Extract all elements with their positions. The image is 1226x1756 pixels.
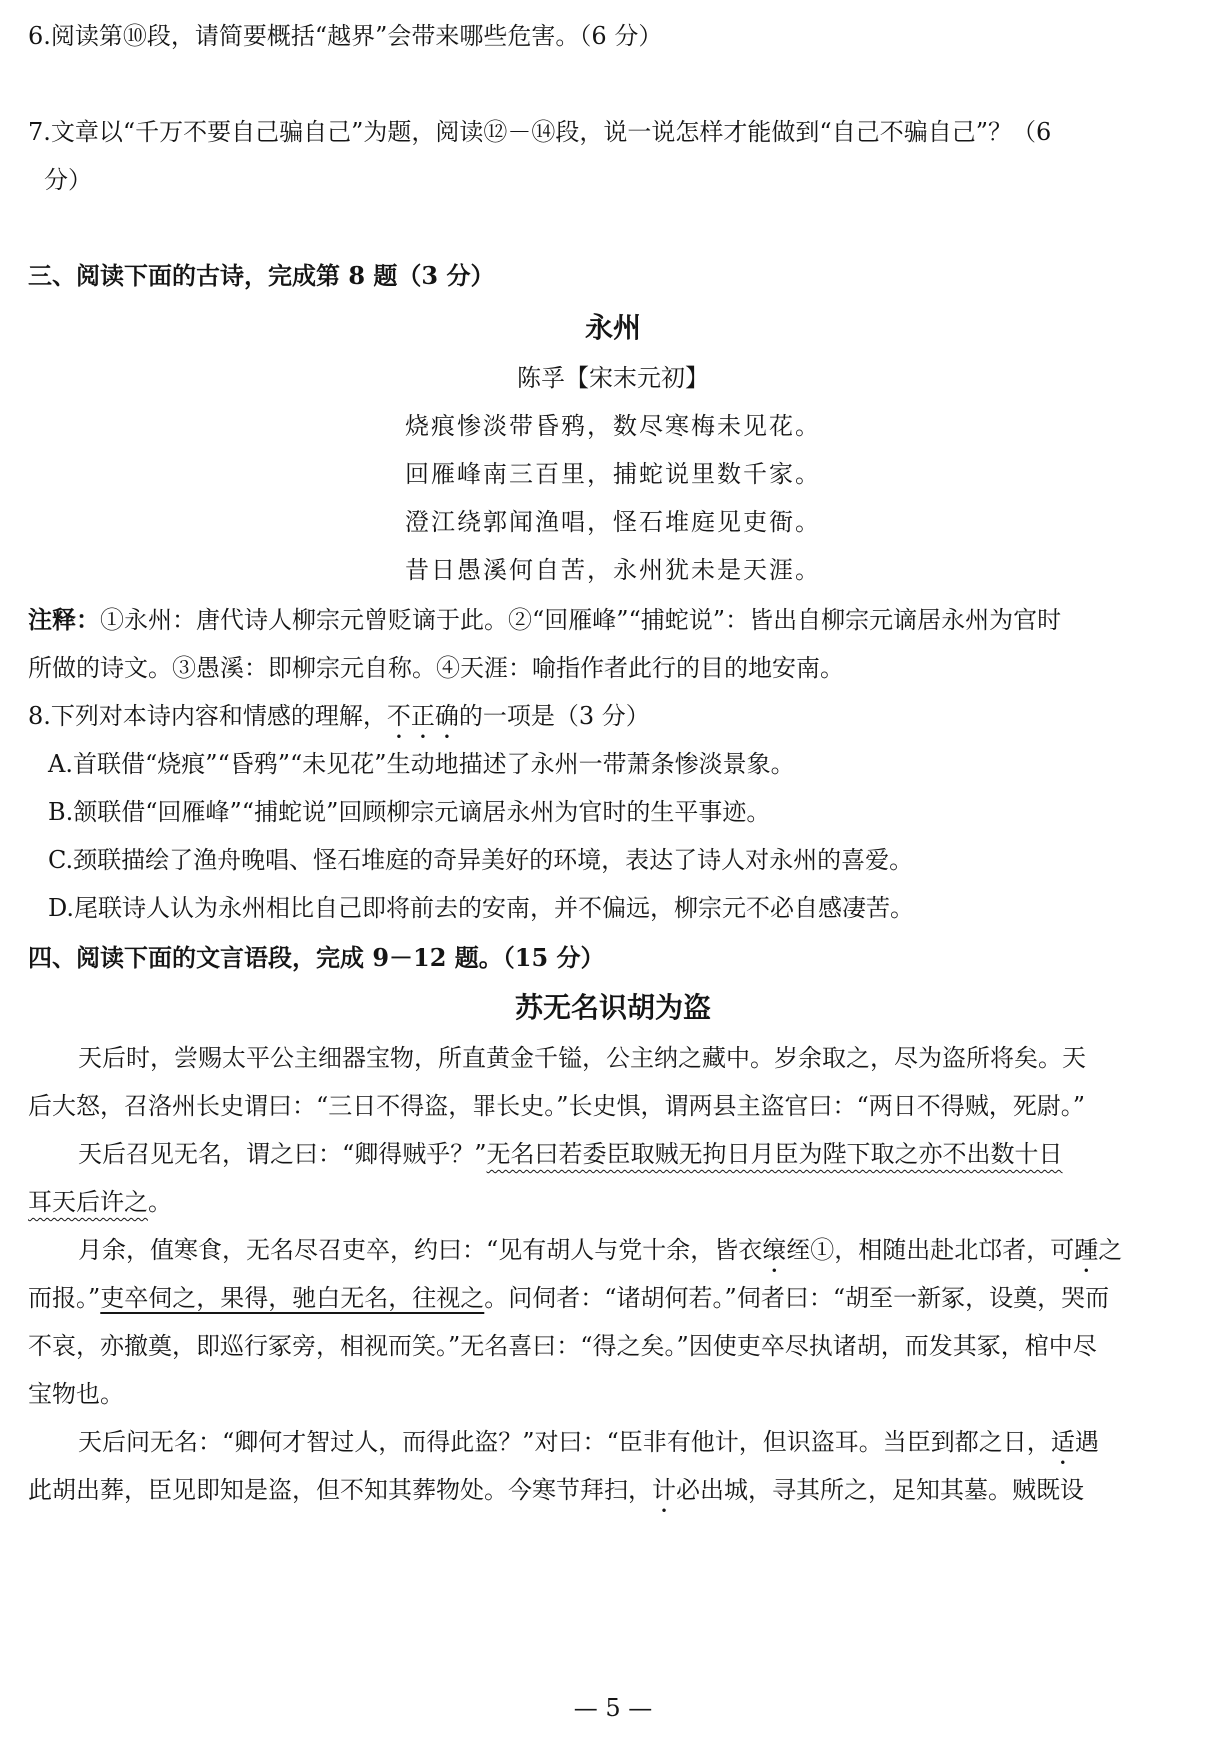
- emphasis-word: 踵: [1074, 1236, 1099, 1264]
- question-8-option-c: C.颈联描绘了渔舟晚唱、怪石堆庭的奇异美好的环境，表达了诗人对永州的喜爱。: [48, 846, 914, 874]
- poem-notes-line-2: 所做的诗文。③愚溪：即柳宗元自称。④天涯：喻指作者此行的目的地安南。: [28, 654, 844, 682]
- question-7-line-2: 分）: [44, 166, 92, 194]
- passage-p3-line-1: 月余，值寒食，无名尽召吏卒，约曰：“见有胡人与党十余，皆衣缞绖①，相随出赴北邙者，可踵之: [78, 1236, 1123, 1264]
- question-6: 6.阅读第⑩段，请简要概括“越界”会带来哪些危害。（6 分）: [28, 22, 663, 50]
- page-number: — 5 —: [573, 1694, 653, 1722]
- question-8-option-b: B.颔联借“回雁峰”“捕蛇说”回顾柳宗元谪居永州为官时的生平事迹。: [48, 798, 771, 826]
- poem-title: 永州: [584, 311, 641, 344]
- emphasis-word: 缞: [762, 1236, 787, 1264]
- passage-p2-line-1: 天后召见无名，谓之曰：“卿得贼乎？”无名曰若委臣取贼无拘日月臣为陛下取之亦不出数十日: [78, 1140, 1063, 1168]
- notes-label: 注释：: [28, 605, 100, 634]
- notes-text: ①永州：唐代诗人柳宗元曾贬谪于此。②“回雁峰”“捕蛇说”：皆出自柳宗元谪居永州为官时: [100, 606, 1062, 634]
- emphasis-word: 适: [1050, 1428, 1075, 1456]
- question-8-option-a: A.首联借“烧痕”“昏鸦”“未见花”生动地描述了永州一带萧条惨淡景象。: [48, 750, 795, 778]
- passage-p4-line-1: 天后问无名：“卿何才智过人，而得此盗？”对曰：“臣非有他计，但识盗耳。当臣到都之日，适遇: [78, 1428, 1099, 1456]
- passage-p1-line-1: 天后时，尝赐太平公主细器宝物，所直黄金千镒，公主纳之藏中。岁余取之，尽为盗所将矣。天: [78, 1044, 1086, 1072]
- poem-line-3: 澄江绕郭闻渔唱，怪石堆庭见吏衙。: [405, 508, 821, 536]
- emphasis-not-correct: 不正确: [386, 702, 459, 730]
- question-7-line-1: 7.文章以“千万不要自己骗自己”为题，阅读⑫－⑭段，说一说怎样才能做到“自己不骗自己”？（6: [28, 118, 1052, 146]
- wavy-underlined-text: 无名曰若委臣取贼无拘日月臣为陛下取之亦不出数十日: [486, 1140, 1063, 1168]
- underlined-sentence: 吏卒伺之，果得，驰白无名，往视之: [100, 1284, 485, 1312]
- poem-line-2: 回雁峰南三百里，捕蛇说里数千家。: [405, 460, 821, 488]
- question-8-option-d: D.尾联诗人认为永州相比自己即将前去的安南，并不偏远，柳宗元不必自感凄苦。: [48, 894, 915, 922]
- poem-author: 陈孚【宋末元初】: [517, 364, 709, 392]
- passage-p3-line-3: 不哀，亦撤奠，即巡行冢旁，相视而笑。”无名喜曰：“得之矣。”因使吏卒尽执诸胡，而发其冢，棺中尽: [28, 1332, 1097, 1360]
- passage-p1-line-2: 后大怒，召洛州长史谓曰：“三日不得盗，罪长史。”长史惧，谓两县主盗官曰：“两日不得贼，死尉。”: [28, 1092, 1086, 1120]
- poem-notes-line-1: [28, 602, 1198, 638]
- passage-p3-line-2: 而报。”吏卒伺之，果得，驰白无名，往视之。问伺者：“诸胡何若。”伺者曰：“胡至一新冢，设奠，哭而: [28, 1284, 1110, 1312]
- emphasis-word: 计: [652, 1476, 676, 1504]
- passage-title: 苏无名识胡为盗: [514, 991, 711, 1024]
- section-4-heading: 四、阅读下面的文言语段，完成 9－12 题。（15 分）: [28, 943, 605, 972]
- question-8-stem: 8.下列对本诗内容和情感的理解，不正确的一项是（3 分）: [28, 702, 650, 730]
- section-3-heading: 三、阅读下面的古诗，完成第 8 题（3 分）: [28, 261, 495, 290]
- wavy-underlined-text: 耳天后许之: [28, 1188, 148, 1216]
- poem-line-1: 烧痕惨淡带昏鸦，数尽寒梅未见花。: [405, 412, 821, 440]
- passage-p4-line-2: 此胡出葬，臣见即知是盗，但不知其葬物处。今寒节拜扫，计必出城，寻其所之，足知其墓。贼既设: [28, 1476, 1084, 1504]
- passage-p3-line-4: 宝物也。: [28, 1380, 124, 1408]
- poem-line-4: 昔日愚溪何自苦，永州犹未是天涯。: [405, 556, 821, 584]
- passage-p2-line-2: 耳天后许之。: [28, 1188, 172, 1216]
